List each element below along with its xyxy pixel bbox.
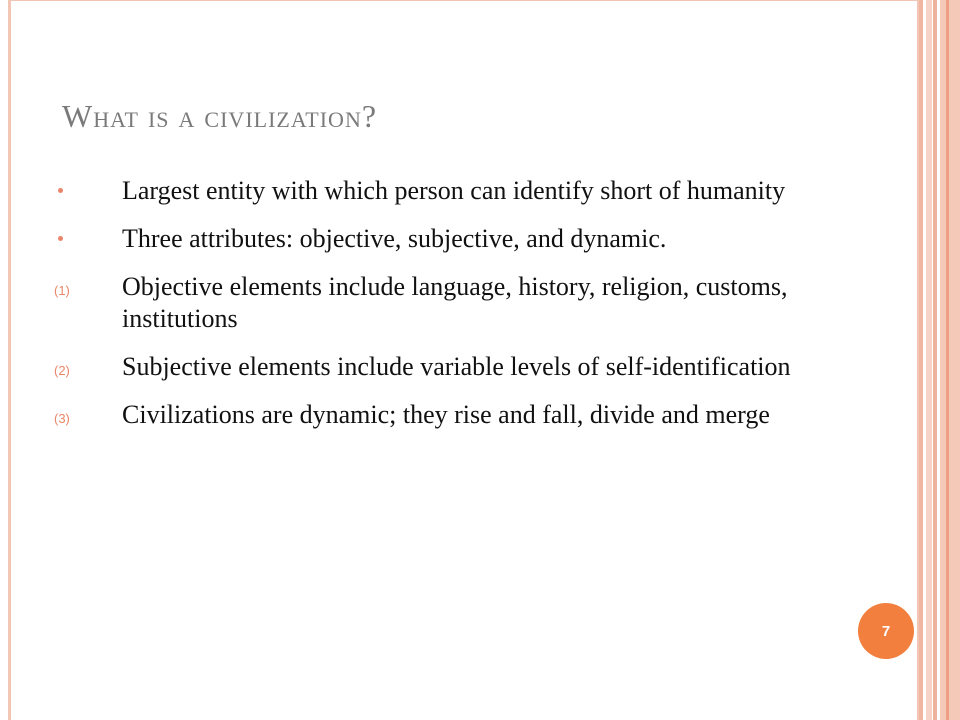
page-number: 7 <box>881 622 891 640</box>
slide-title: What is a civilization? <box>62 98 378 134</box>
list-item-number: (1) <box>54 283 70 298</box>
bullet-icon <box>58 236 63 241</box>
decorative-stripe <box>940 0 960 720</box>
decorative-stripe <box>919 0 923 720</box>
list-item-text: Three attributes: objective, subjective, and dynamic. <box>122 224 667 253</box>
list-item <box>54 351 834 383</box>
list-item <box>54 223 834 255</box>
page-number-badge <box>858 603 914 659</box>
list-item <box>54 271 834 335</box>
list-item-number: (3) <box>54 411 70 426</box>
list-item <box>54 175 834 207</box>
list-item-text: Largest entity with which person can identify short of humanity <box>122 176 786 205</box>
decorative-stripe <box>933 0 937 720</box>
list-item-text: Civilizations are dynamic; they rise and fall, divide and merge <box>122 400 770 429</box>
list-item <box>54 399 834 431</box>
decorative-stripe <box>926 0 932 720</box>
list-item-text: Objective elements include language, history, religion, customs, institutions <box>122 272 788 333</box>
list-item-text: Subjective elements include variable levels of self-identification <box>122 352 791 381</box>
bullet-icon <box>58 188 63 193</box>
list-item-number: (2) <box>54 363 70 378</box>
decorative-stripe <box>946 0 949 720</box>
content-list <box>54 175 834 447</box>
